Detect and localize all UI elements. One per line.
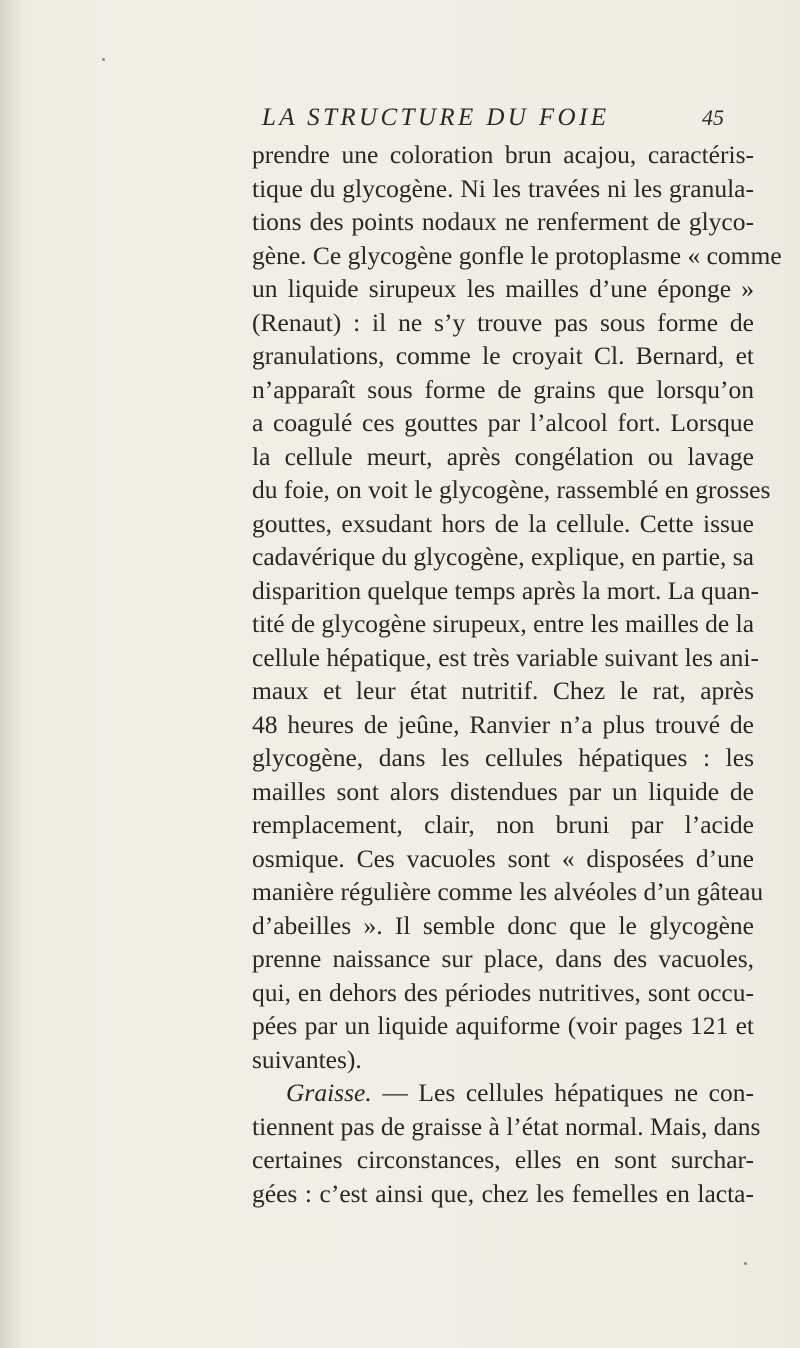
text-line: disparition quelque temps après la mort. La quan- [252, 575, 760, 605]
text-line: gène. Ce glycogène gonfle le protoplasme « comme [252, 240, 782, 270]
text-line: osmique. Ces vacuoles sont « disposées d’une [252, 843, 754, 873]
body-text [252, 138, 782, 1210]
text-line: certaines circonstances, elles en sont surchar- [252, 1145, 754, 1174]
text-line: (Renaut) : il ne s’y trouve pas sous forme de [252, 307, 754, 337]
running-head [262, 100, 742, 136]
section-heading-graisse: Graisse. [286, 1078, 372, 1107]
paper-speck [744, 1262, 747, 1265]
text-line: glycogène, dans les cellules hépatiques : les [252, 743, 754, 772]
text-line: tique du glycogène. Ni les travées ni les granula- [252, 173, 754, 203]
text-fragment: — Les cellules hépatiques ne con- [371, 1078, 754, 1107]
text-line: un liquide sirupeux les mailles d’une éponge » [252, 274, 754, 303]
text-line: maux et leur état nutritif. Chez le rat, après [252, 676, 754, 705]
paragraph-graisse [252, 1076, 761, 1210]
text-line: manière régulière comme les alvéoles d’un gâteau [252, 877, 764, 906]
text-line: granulations, comme le croyait Cl. Bernard, et [252, 341, 754, 370]
binding-shadow [0, 0, 22, 1348]
text-line: cadavérique du glycogène, explique, en partie, sa [252, 542, 754, 571]
text-line: remplacement, clair, non bruni par l’acide [252, 810, 754, 839]
paper-speck [102, 58, 105, 61]
text-line: la cellule meurt, après congélation ou lavage [252, 441, 754, 471]
text-line: tiennent pas de graisse à l’état normal. Mais, dans [252, 1111, 761, 1141]
text-line: n’apparaît sous forme de grains que lorsqu’on [252, 374, 754, 404]
text-line: cellule hépatique, est très variable suivant les ani- [252, 642, 759, 672]
text-line: suivantes). [252, 1044, 362, 1074]
text-line: gouttes, exsudant hors de la cellule. Cette issue [252, 508, 754, 538]
text-line: mailles sont alors distendues par un liquide de [252, 776, 754, 806]
text-line: d’abeilles ». Il semble donc que le glycogène [252, 910, 754, 940]
text-line: tité de glycogène sirupeux, entre les mailles de la [252, 609, 755, 638]
text-line: qui, en dehors des périodes nutritives, sont occu- [252, 977, 754, 1007]
text-line: prendre une coloration brun acajou, caractéris- [252, 140, 754, 169]
text-line [252, 1076, 754, 1110]
text-line: tions des points nodaux ne renferment de glyco- [252, 207, 754, 236]
page-number: 45 [702, 105, 724, 130]
text-line: a coagulé ces gouttes par l’alcool fort. Lorsque [252, 408, 754, 437]
text-line: prenne naissance sur place, dans des vacuoles, [252, 944, 754, 973]
text-line: 48 heures de jeûne, Ranvier n’a plus trouvé de [252, 709, 754, 739]
text-line: pées par un liquide aquiforme (voir pages 121 et [252, 1011, 754, 1040]
text-line: du foie, on voit le glycogène, rassemblé en grosses [252, 475, 771, 504]
running-title: LA STRUCTURE DU FOIE [262, 104, 610, 131]
paragraph-glycogene [252, 138, 782, 1076]
text-line: gées : c’est ainsi que, chez les femelles en lacta- [252, 1178, 754, 1208]
